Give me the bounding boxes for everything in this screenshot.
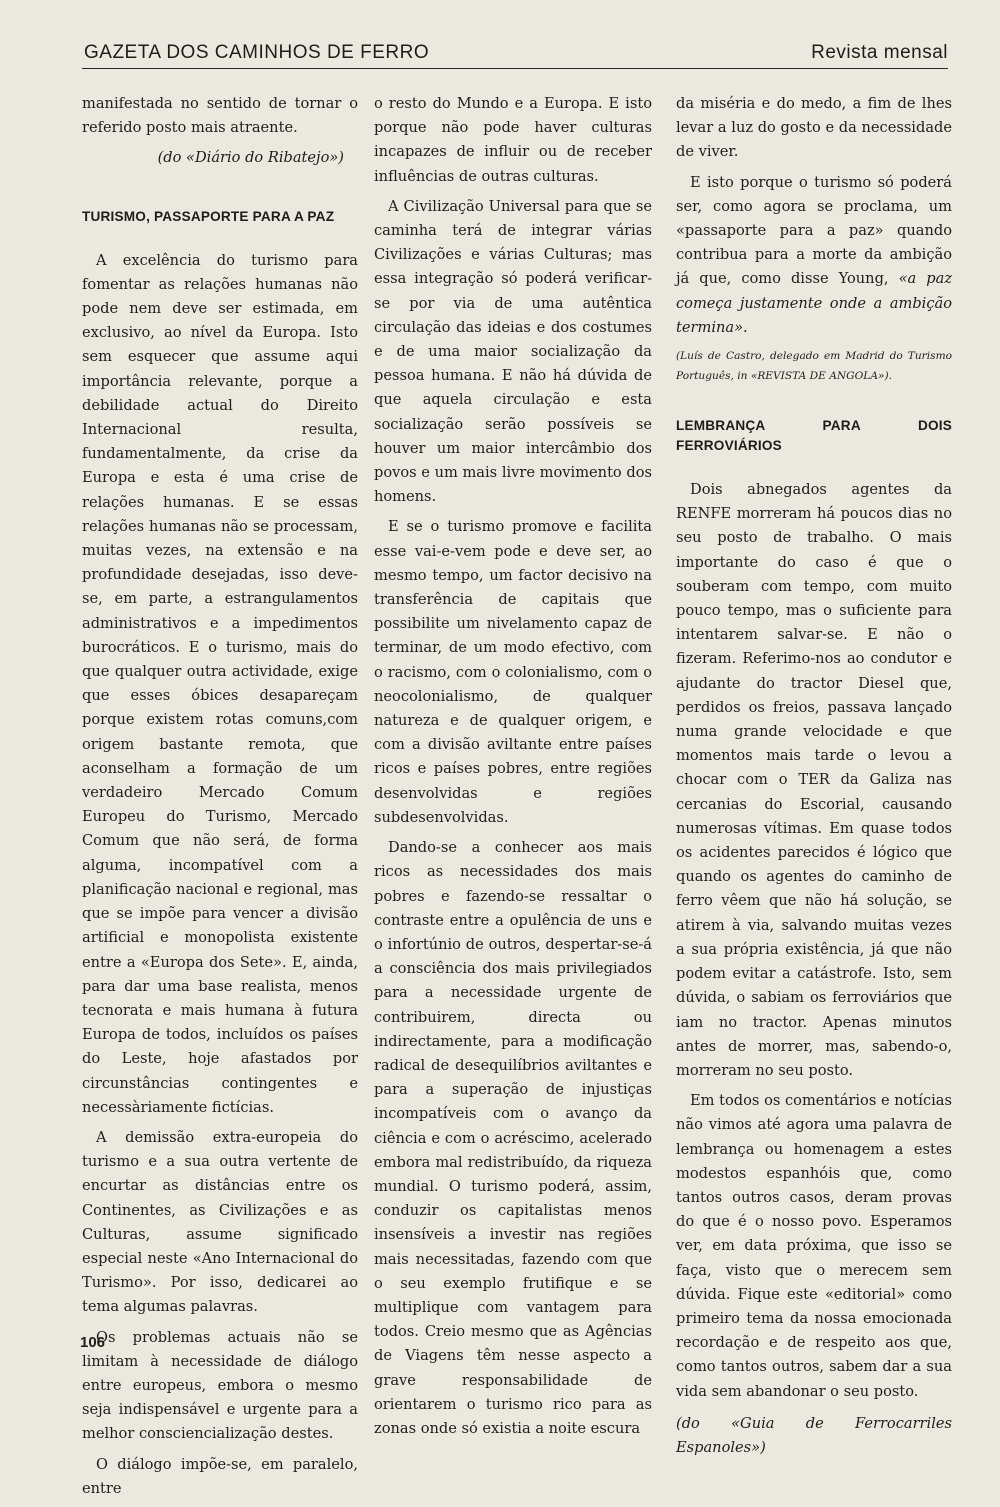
page-number: 106	[80, 1334, 106, 1351]
paragraph: O diálogo impõe-se, em paralelo, entre	[82, 1455, 358, 1497]
article-heading: TURISMO, PASSAPORTE PARA A PAZ	[82, 208, 335, 224]
paragraph: E se o turismo promove e facilita esse vai-e-vem pode e deve ser, ao mesmo tempo, um factor decisivo na transferência de capitais que possibilite um nivelamento capaz de terminar, de um modo efectivo, com o racismo, com o colonialismo, com o neocolonialismo, de qualquer natureza e de qualquer origem, e com a divisão aviltante entre países ricos e países pobres, entre regiões desenvolvidas e regiões subdesenvolvidas.	[374, 518, 652, 826]
page-header	[82, 38, 948, 69]
column-1	[82, 92, 358, 1507]
column-3	[676, 92, 952, 1466]
column-2	[374, 92, 652, 1447]
paragraph: A demissão extra-europeia do turismo e a sua outra vertente de encurtar as distâncias entre os Continentes, as Civilizações e as Culturas, assume significado especial neste «Ano Internacional do Turismo». Por isso, dedicarei ao tema algumas palavras.	[82, 1128, 358, 1316]
paragraph	[676, 171, 952, 340]
journal-subtitle: Revista mensal	[811, 42, 948, 63]
paragraph: o resto do Mundo e a Europa. E isto porque não pode haver culturas incapazes de influir ou de receber influências de outras culturas.	[374, 95, 652, 185]
quotation: «a paz começa justamente onde a ambição termina».	[676, 270, 953, 336]
citation: (do «Diário do Ribatejo»)	[157, 149, 344, 167]
paragraph: manifestada no sentido de tornar o referido posto mais atraente.	[82, 95, 358, 137]
source-note: (Luís de Castro, delegado em Madrid do Turismo Português, in «REVISTA DE ANGOLA»).	[676, 350, 952, 383]
paragraph: da miséria e do medo, a fim de lhes levar a luz do gosto e da necessidade de viver.	[676, 95, 952, 161]
paragraph: A excelência do turismo para fomentar as relações humanas não pode nem deve ser estimada, em exclusivo, ao nível da Europa. Isto sem esquecer que assume aqui importância relevante, porque a debilidade actual do Direito Internacional resulta, fundamentalmente, da crise da Europa e esta é uma crise de relações humanas. E se essas relações humanas não se processam, muitas vezes, na extensão e na profundidade desejadas, isso deve-se, em parte, a estrangulamentos administrativos e a impedimentos burocráticos. E o turismo, mais do que qualquer outra actividade, exige que esses óbices desapareçam porque existem rotas comuns,com origem bastante remota, que aconselham a formação de um verdadeiro Mercado Comum Europeu do Turismo, Mercado Comum que não será, de forma alguma, incompatível com a planificação nacional e regional, mas que se impõe para vencer a divisão artificial e monopolista existente entre a «Europa dos Sete». E, ainda, para dar uma base realista, menos tecnorata e mais humana à futura Europa de todos, incluídos os países do Leste, hoje afastados por circunstâncias contingentes e necessàriamente fictícias.	[82, 251, 358, 1116]
paragraph: Em todos os comentários e notícias não vimos até agora uma palavra de lembrança ou homenagem a estes modestos espanhóis que, como tantos outros casos, deram provas do que é o nosso povo. Esperamos ver, em data próxima, que isso se faça, visto que o merecem sem dúvida. Fique este «editorial» como primeiro tema da nossa emocionada recordação e de respeito aos que, como tantos outros, sabem dar a sua vida sem abandonar o seu posto.	[676, 1092, 952, 1400]
paragraph-text: E isto porque o turismo só poderá ser, como agora se proclama, um «passaporte para a paz» quando contribua para a morte da ambição já que, como disse Young,	[676, 173, 952, 288]
paragraph: Dando-se a conhecer aos mais ricos as necessidades dos mais pobres e fazendo-se ressaltar o contraste entre a opulência de uns e o infortúnio de outros, despertar-se-á a consciência dos mais privilegiados para a necessidade urgente de contribuirem, directa ou indirectamente, para a modificação radical de desequilíbrios aviltantes e para a superação de injustiças incompatíveis com o avanço da ciência e com o acréscimo, acelerado embora mal redistribuído, da riqueza mundial. O turismo poderá, assim, conduzir os capitalistas menos insensíveis a investir nas regiões mais necessitadas, fazendo com que o seu exemplo frutifique e se multiplique com vantagem para todos. Creio mesmo que as Agências de Viagens têm nesse aspecto a grave responsabilidade de orientarem o turismo rico para as zonas onde só existia a noite escura	[374, 839, 652, 1437]
citation: (do «Guia de Ferrocarriles Espanoles»)	[676, 1414, 952, 1456]
paragraph: Dois abnegados agentes da RENFE morreram há poucos dias no seu posto de trabalho. O mais importante do caso é que o souberam com tempo, com muito pouco tempo, mas o suficiente para intentarem salvar-se. E não o fizeram. Referimo-nos ao condutor e ajudante do tractor Diesel que, perdidos os freios, passava lançado numa grande velocidade e que momentos mais tarde o levou a chocar com o TER da Galiza nas cercanias do Escorial, causando numerosas vítimas. Em quase todos os acidentes parecidos é lógico que quando os agentes do caminho de ferro vêem que não há solução, se atirem à via, salvando muitas vezes a sua própria existência, já que não podem evitar a catástrofe. Isto, sem dúvida, o sabiam os ferroviários que iam no tractor. Apenas minutos antes de morrer, mas, sabendo-o, morreram no seu posto.	[676, 481, 952, 1079]
paragraph: A Civilização Universal para que se caminha terá de integrar várias Civilizações e várias Culturas; mas essa integração só poderá verificar-se por via de uma autêntica circulação das ideias e dos costumes e de uma maior socialização da pessoa humana. E não há dúvida de que aquela circulação e esta socialização serão possíveis se houver um maior intercâmbio dos povos e um mais livre movimento dos homens.	[374, 197, 652, 506]
paragraph: Os problemas actuais não se limitam à necessidade de diálogo entre europeus, embora o mesmo seja indispensável e urgente para a melhor consciencialização destes.	[82, 1328, 358, 1443]
journal-title: GAZETA DOS CAMINHOS DE FERRO	[84, 42, 430, 63]
article-heading: LEMBRANÇA PARA DOIS FERROVIÁRIOS	[676, 418, 952, 454]
